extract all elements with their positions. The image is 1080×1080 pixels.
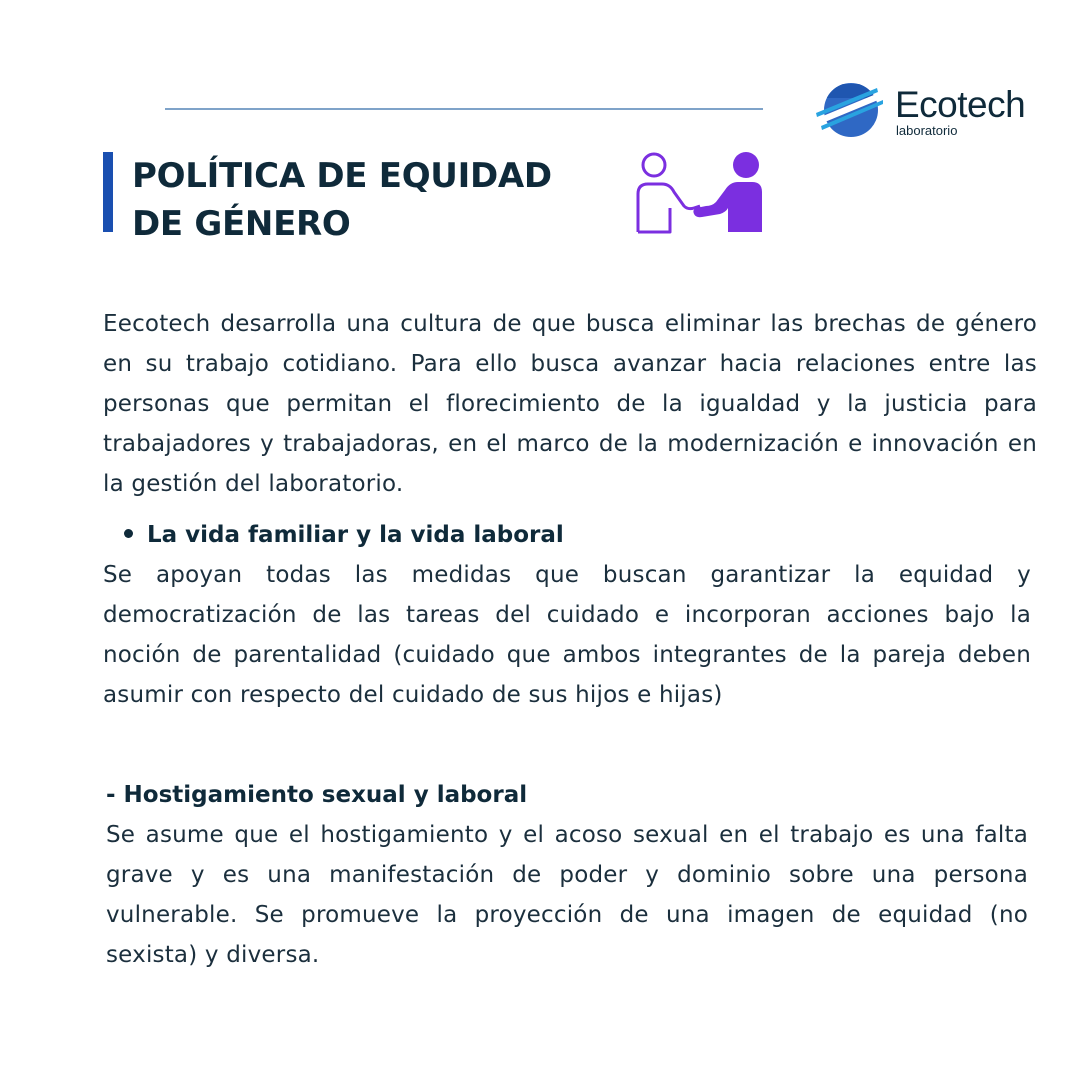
- section2-heading: - Hostigamiento sexual y laboral: [106, 782, 528, 808]
- section1-heading: [124, 517, 564, 553]
- section2-paragraph: Se asume que el hostigamiento y el acoso sexual en el trabajo es una falta grave y es una manifestación de poder y dominio sobre una persona vulnerable. Se promueve la proyección de una imagen de equidad (no sexista) y diversa.: [106, 822, 1028, 968]
- title-accent-bar: [103, 152, 113, 232]
- top-divider: [165, 108, 763, 110]
- page-title: POLÍTICA DE EQUIDAD DE GÉNERO: [132, 156, 552, 244]
- ecotech-logo: [815, 80, 1035, 142]
- bullet-icon: [124, 529, 133, 538]
- logo-subtitle: laboratorio: [896, 123, 958, 138]
- intro-paragraph: Eecotech desarrolla una cultura de que busca eliminar las brechas de género en su trabajo cotidiano. Para ello busca avanzar hacia relaciones entre las personas que permitan el florecimiento de la igualdad y la justicia para trabajadores y trabajadoras, en el marco de la modernización e innovación en la gestión del laboratorio.: [103, 311, 1037, 497]
- handshake-icon: [634, 150, 766, 236]
- ecotech-logo-mark-icon: [815, 80, 885, 140]
- section1-heading-text: La vida familiar y la vida laboral: [147, 522, 564, 548]
- logo-name: Ecotech: [895, 84, 1026, 125]
- section1-paragraph: Se apoyan todas las medidas que buscan garantizar la equidad y democratización de las tareas del cuidado e incorporan acciones bajo la noción de parentalidad (cuidado que ambos integrantes de la pareja deben asumir con respecto del cuidado de sus hijos e hijas): [103, 562, 1031, 708]
